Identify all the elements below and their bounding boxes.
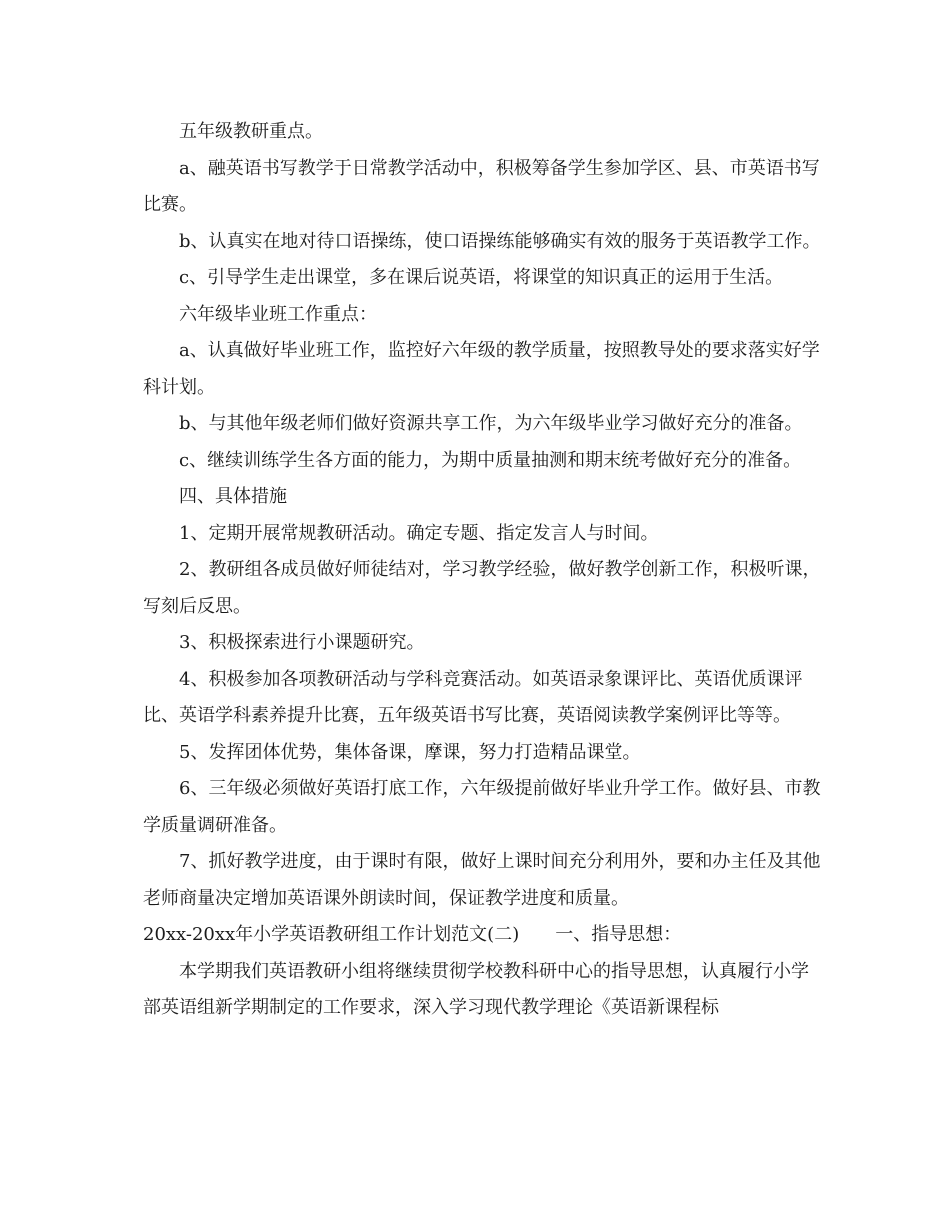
paragraph-grade6-c: c、继续训练学生各方面的能力，为期中质量抽测和期末统考做好充分的准备。 bbox=[179, 449, 802, 471]
paragraph-measure-5: 5、发挥团体优势，集体备课，摩课，努力打造精品课堂。 bbox=[179, 741, 641, 763]
paragraph-measure-6: 6、三年级必须做好英语打底工作，六年级提前做好毕业升学工作。做好县、市教学质量调研准备。 bbox=[143, 778, 821, 836]
paragraph-measure-3: 3、积极探索进行小课题研究。 bbox=[179, 632, 425, 653]
section-subtitle: 一、指导思想： bbox=[555, 924, 682, 945]
paragraph-measure-2: 2、教研组各成员做好师徒结对，学习教学经验，做好教学创新工作，积极听课，写刻后反思。 bbox=[143, 559, 821, 617]
paragraph-grade6-b: b、与其他年级老师们做好资源共享工作，为六年级毕业学习做好充分的准备。 bbox=[179, 413, 803, 434]
paragraph-measure-7: 7、抓好教学进度，由于课时有限，做好上课时间充分利用外，要和办主任及其他老师商量决定增加英语课外朗读时间，保证教学进度和质量。 bbox=[143, 851, 821, 909]
paragraph-measure-1: 1、定期开展常规教研活动。确定专题、指定发言人与时间。 bbox=[179, 522, 659, 544]
paragraph-grade5-heading: 五年级教研重点。 bbox=[179, 121, 323, 142]
paragraph-grade6-a: a、认真做好毕业班工作，监控好六年级的教学质量，按照教导处的要求落实好学科计划。 bbox=[143, 340, 820, 398]
paragraph-grade5-b: b、认真实在地对待口语操练，使口语操练能够确实有效的服务于英语教学工作。 bbox=[179, 230, 821, 252]
paragraph-grade5-c: c、引导学生走出课堂，多在课后说英语，将课堂的知识真正的运用于生活。 bbox=[179, 267, 784, 288]
document-body bbox=[143, 114, 823, 1027]
paragraph-guiding-thought: 本学期我们英语教研小组将继续贯彻学校教科研中心的指导思想，认真履行小学部英语组新学期制定的工作要求，深入学习现代教学理论《英语新课程标 bbox=[143, 960, 809, 1018]
paragraph-grade6-heading: 六年级毕业班工作重点： bbox=[179, 303, 377, 325]
section-title: 20xx-20xx年小学英语教研组工作计划范文(二) bbox=[143, 924, 520, 945]
paragraph-measures-heading: 四、具体措施 bbox=[179, 486, 287, 507]
paragraph-measure-4: 4、积极参加各项教研活动与学科竞赛活动。如英语录象课评比、英语优质课评比、英语学科素养提升比赛，五年级英语书写比赛，英语阅读教学案例评比等等。 bbox=[143, 668, 803, 726]
paragraph-grade5-a: a、融英语书写教学于日常教学活动中，积极筹备学生参加学区、县、市英语书写比赛。 bbox=[143, 157, 820, 215]
section-heading-row bbox=[143, 917, 823, 954]
